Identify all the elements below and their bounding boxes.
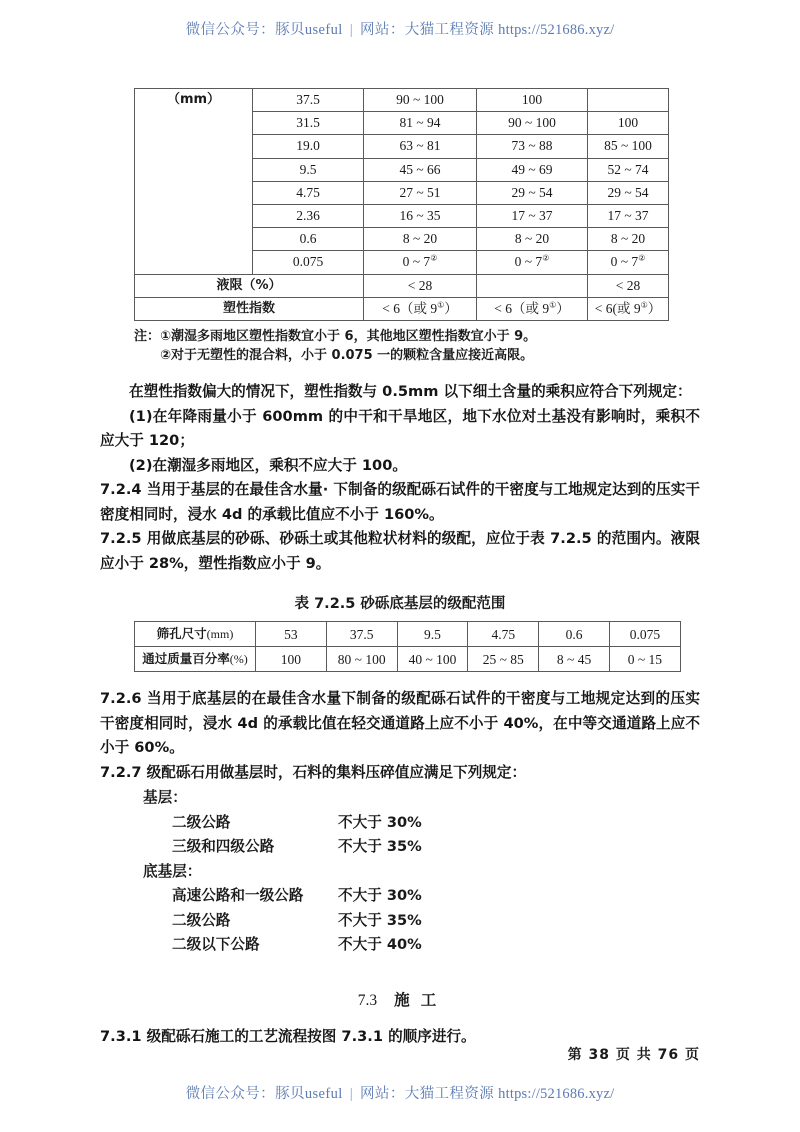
table-sand-gravel-subbase: [134, 621, 681, 672]
cell-liquid-limit-col2: < 28: [364, 274, 477, 297]
paragraph-clause-7-3-1: 7.3.1 级配砾石施工的工艺流程按图 7.3.1 的顺序进行。: [100, 1027, 476, 1045]
cell-sieve-size: 53: [256, 622, 327, 647]
spec-limit: 不大于 35%: [338, 911, 422, 929]
table-footnote: [134, 327, 700, 365]
footnote-marker: ②: [542, 253, 550, 263]
cell-sieve-size: 9.5: [253, 158, 364, 181]
footnote-line-1: 注：①潮湿多雨地区塑性指数宜小于 6，其他地区塑性指数宜小于 9。: [134, 329, 537, 345]
row-header-sieve-size: 筛孔尺寸(mm): [135, 622, 256, 647]
cell-plasticity-label: 塑性指数: [135, 297, 364, 320]
footnote-marker: ②: [430, 253, 438, 263]
table-row-plasticity-index: [135, 297, 669, 320]
cell-range-col2: 63 ~ 81: [364, 135, 477, 158]
watermark-site-value: 大猫工程资源: [404, 22, 495, 38]
footnote-marker: ①: [640, 300, 648, 310]
section-title: 施 工: [394, 990, 438, 1009]
cell-range-col4: 52 ~ 74: [588, 158, 669, 181]
section-number: 7.3: [357, 991, 378, 1009]
watermark-separator: |: [349, 1086, 354, 1102]
cell-plasticity-col3: < 6（或 9①）: [477, 297, 588, 320]
page-footer: 第 38 页 共 76 页: [567, 1047, 700, 1063]
cell-range-col4: 29 ~ 54: [588, 181, 669, 204]
watermark-site-label: 网站：: [360, 1086, 405, 1102]
cell-range-col3: 0 ~ 7②: [477, 251, 588, 274]
cell-passing-percent: 40 ~ 100: [397, 647, 468, 672]
spec-group-subbase-label: 底基层：: [143, 862, 202, 880]
cell-sieve-size: 31.5: [253, 112, 364, 135]
cell-range-col3: 29 ~ 54: [477, 181, 588, 204]
paragraph-item-1: (1)在年降雨量小于 600mm 的中干和干旱地区，地下水位对土基没有影响时，乘积不应大于 120；: [100, 407, 700, 450]
cell-range-col4: 8 ~ 20: [588, 228, 669, 251]
cell-passing-percent: 25 ~ 85: [468, 647, 539, 672]
footnote-marker: ①: [549, 300, 557, 310]
cell-range-col4: 85 ~ 100: [588, 135, 669, 158]
table-row-sieve-size: [135, 622, 681, 647]
paragraph-clause-7-2-4: 7.2.4 当用于基层的在最佳含水量· 下制备的级配砾石试件的干密度与工地规定达到的压实干密度相同时，浸水 4d 的承载比值应不小于 160%。: [100, 481, 700, 523]
paragraph-clause-7-2-5: 7.2.5 用做底基层的砂砾、砂砾土或其他粒状材料的级配，应位于表 7.2.5 的范围内。液限应小于 28%，塑性指数应小于 9。: [100, 530, 700, 572]
footnote-line-2: ②对于无塑性的混合料，小于 0.075 一的颗粒含量应接近高限。: [160, 348, 534, 364]
spec-row: [100, 933, 700, 958]
cell-sieve-size: 2.36: [253, 205, 364, 228]
spec-limit: 不大于 30%: [338, 813, 422, 831]
cell-sieve-size: 0.075: [253, 251, 364, 274]
cell-range-col3: 49 ~ 69: [477, 158, 588, 181]
cell-liquid-limit-label: 液限（%）: [135, 274, 364, 297]
spec-row: [100, 884, 700, 909]
footnote-marker: ②: [638, 253, 646, 263]
row-header-passing-percent: 通过质量百分率(%): [135, 647, 256, 672]
paragraph-clause-7-2-6: 7.2.6 当用于底基层的在最佳含水量下制备的级配砾石试件的干密度与工地规定达到的压实干密度相同时，浸水 4d 的承载比值在轻交通道路上应不小于 40%，在中等交通道路上应不小于 60%。: [100, 690, 700, 757]
cell-liquid-limit-col4: < 28: [588, 274, 669, 297]
paragraph-plasticity-intro: 在塑性指数偏大的情况下，塑性指数与 0.5mm 以下细土含量的乘积应符合下列规定：: [129, 383, 692, 401]
cell-sieve-size: 0.075: [609, 622, 680, 647]
cell-sieve-size: 37.5: [326, 622, 397, 647]
cell-passing-percent: 80 ~ 100: [326, 647, 397, 672]
spec-row: [100, 811, 700, 836]
cell-range-col3: 8 ~ 20: [477, 228, 588, 251]
section-heading-7-3: [100, 988, 700, 1010]
paragraph-clause-7-2-7: 7.2.7 级配砾石用做基层时，石料的集料压碎值应满足下列规定：: [100, 763, 527, 781]
table-row-passing-percent: [135, 647, 681, 672]
table-row-liquid-limit: [135, 274, 669, 297]
spec-road-class: 二级公路: [172, 813, 231, 831]
cell-range-col2: 45 ~ 66: [364, 158, 477, 181]
crush-value-spec-list: [100, 786, 700, 958]
spec-row: [100, 909, 700, 934]
spec-limit: 不大于 30%: [338, 887, 422, 905]
cell-sieve-size: 37.5: [253, 89, 364, 112]
cell-range-col2: 16 ~ 35: [364, 205, 477, 228]
cell-range-col3: 73 ~ 88: [477, 135, 588, 158]
cell-range-col3: 100: [477, 89, 588, 112]
watermark-wechat-label: 微信公众号：: [185, 22, 276, 38]
spec-limit: 不大于 40%: [338, 936, 422, 954]
cell-range-col2: 8 ~ 20: [364, 228, 477, 251]
watermark-site-value: 大猫工程资源: [404, 1086, 495, 1102]
table-gradation-base: [134, 88, 669, 321]
cell-sieve-size: 4.75: [253, 181, 364, 204]
watermark-separator: |: [349, 22, 354, 38]
watermark-bottom: [0, 1082, 800, 1103]
cell-passing-percent: 8 ~ 45: [539, 647, 610, 672]
watermark-wechat-value: 豚贝useful: [275, 1086, 343, 1102]
cell-range-col4: 17 ~ 37: [588, 205, 669, 228]
watermark-site-label: 网站：: [360, 22, 405, 38]
cell-range-col4: [588, 89, 669, 112]
table-caption-7-2-5: 表 7.2.5 砂砾底基层的级配范围: [294, 596, 506, 613]
cell-range-col4: 100: [588, 112, 669, 135]
cell-plasticity-col2: < 6（或 9①）: [364, 297, 477, 320]
cell-plasticity-col4: < 6(或 9①）: [588, 297, 669, 320]
cell-sieve-size: 4.75: [468, 622, 539, 647]
cell-unit-header: （mm）: [135, 89, 253, 275]
page-content: [100, 88, 700, 1049]
cell-range-col2: 90 ~ 100: [364, 89, 477, 112]
spec-road-class: 三级和四级公路: [172, 838, 275, 856]
spec-road-class: 高速公路和一级公路: [172, 887, 304, 905]
spec-row: [100, 835, 700, 860]
watermark-wechat-label: 微信公众号：: [185, 1086, 276, 1102]
cell-passing-percent: 0 ~ 15: [609, 647, 680, 672]
cell-liquid-limit-col3: [477, 274, 588, 297]
spec-road-class: 二级以下公路: [172, 936, 260, 954]
cell-range-col4: 0 ~ 7②: [588, 251, 669, 274]
cell-sieve-size: 0.6: [253, 228, 364, 251]
cell-sieve-size: 0.6: [539, 622, 610, 647]
spec-group-base-label: 基层：: [143, 789, 187, 807]
watermark-url: https://521686.xyz/: [498, 1086, 615, 1102]
cell-range-col2: 81 ~ 94: [364, 112, 477, 135]
watermark-url: https://521686.xyz/: [498, 22, 615, 38]
cell-range-col2: 0 ~ 7②: [364, 251, 477, 274]
footnote-marker: ①: [437, 300, 445, 310]
spec-road-class: 二级公路: [172, 911, 231, 929]
spec-limit: 不大于 35%: [338, 838, 422, 856]
watermark-wechat-value: 豚贝useful: [275, 22, 343, 38]
table-row: [135, 89, 669, 112]
cell-range-col3: 17 ~ 37: [477, 205, 588, 228]
cell-sieve-size: 9.5: [397, 622, 468, 647]
paragraph-item-2: (2)在潮湿多雨地区，乘积不应大于 100。: [129, 456, 407, 474]
cell-passing-percent: 100: [256, 647, 327, 672]
cell-range-col3: 90 ~ 100: [477, 112, 588, 135]
cell-range-col2: 27 ~ 51: [364, 181, 477, 204]
cell-sieve-size: 19.0: [253, 135, 364, 158]
watermark-top: [0, 18, 800, 39]
